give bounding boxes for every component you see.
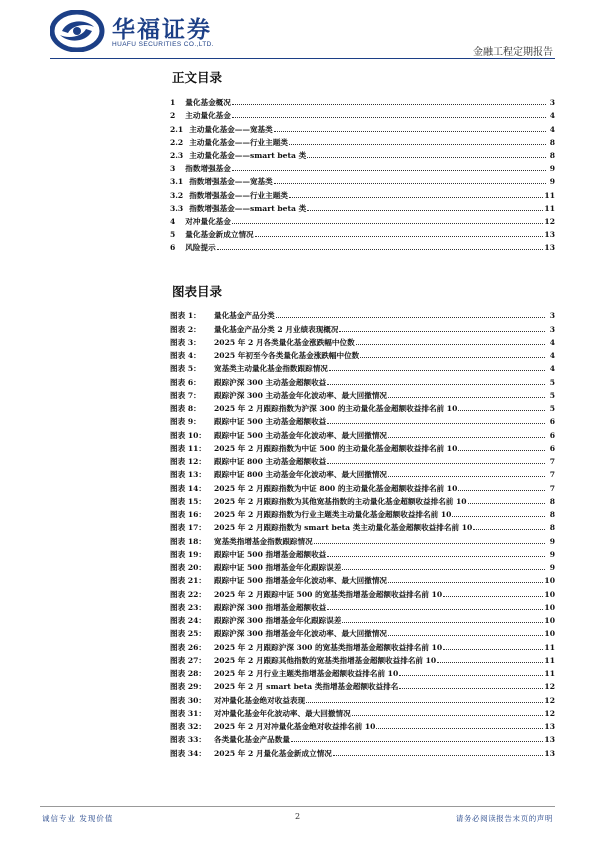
figure-entry-label: 跟踪沪深 300 指增基金年化跟踪误差 bbox=[214, 616, 342, 625]
brand-name-cn: 华福证券 bbox=[112, 17, 212, 43]
figure-entry-number: 图表 18： bbox=[170, 536, 206, 546]
leader-dots bbox=[339, 325, 545, 332]
leader-dots bbox=[307, 204, 543, 211]
leader-dots bbox=[437, 656, 543, 663]
figure-entry-page: 11 bbox=[544, 655, 555, 665]
toc-entry-page: 8 bbox=[549, 150, 555, 160]
toc-entry-label: 主动量化基金——行业主题类 bbox=[189, 137, 288, 147]
figure-entry-page: 9 bbox=[549, 549, 555, 559]
leader-dots bbox=[276, 311, 545, 318]
leader-dots bbox=[443, 590, 543, 597]
leader-dots bbox=[274, 125, 546, 132]
page-header bbox=[0, 0, 595, 70]
figure-entry-label: 跟踪中证 800 主动基金年化波动率、最大回撤情况 bbox=[214, 470, 388, 480]
figure-entry[interactable] bbox=[170, 599, 555, 612]
toc-entry-page: 8 bbox=[549, 137, 555, 147]
leader-dots bbox=[306, 696, 543, 703]
toc-entry-label: 指数增强基金——宽基类 bbox=[189, 177, 273, 187]
toc-entry[interactable] bbox=[170, 134, 555, 147]
toc-entry-number: 3 bbox=[170, 164, 176, 174]
toc-entry-page: 9 bbox=[549, 164, 555, 174]
figure-entry-label: 2025 年 2 月跟踪指数为中证 800 的主动量化基金超额收益排名前 10 bbox=[214, 483, 458, 493]
toc-entry-number: 3.1 bbox=[170, 177, 184, 187]
figure-entry[interactable] bbox=[170, 572, 555, 585]
leader-dots bbox=[329, 364, 545, 371]
huafu-logo-icon bbox=[50, 10, 105, 52]
leader-dots bbox=[314, 537, 545, 544]
figure-entry-label: 2025 年 2 月跟踪指数为 smart beta 类主动量化基金超额收益排名前 10 bbox=[214, 523, 473, 533]
toc-entry-label: 指数增强基金——smart beta 类 bbox=[189, 203, 307, 213]
figure-entry[interactable] bbox=[170, 360, 555, 373]
figure-entry[interactable] bbox=[170, 453, 555, 466]
leader-dots bbox=[376, 722, 543, 729]
figure-entry-label: 2025 年 2 月 smart beta 类指增基金超额收益排名 bbox=[214, 682, 399, 692]
figure-entry-number: 图表 26： bbox=[170, 642, 206, 652]
figure-entry-number: 图表 31： bbox=[170, 708, 206, 718]
leader-dots bbox=[327, 417, 545, 424]
figure-entry-label: 2025 年 2 月跟踪指数为其他宽基指数的主动量化基金超额收益排名前 10 bbox=[214, 496, 467, 506]
figure-entry-page: 4 bbox=[549, 351, 555, 360]
leader-dots bbox=[388, 391, 545, 398]
figure-entry[interactable] bbox=[170, 718, 555, 731]
figure-entry[interactable] bbox=[170, 387, 555, 400]
toc-entry-label: 指数增强基金——行业主题类 bbox=[189, 190, 288, 200]
figure-entry-page: 10 bbox=[544, 629, 555, 639]
figure-entry-number: 图表 7： bbox=[170, 390, 201, 400]
figure-entry-page: 6 bbox=[549, 417, 555, 427]
footer-disclaimer: 请务必阅读报告末页的声明 bbox=[455, 814, 553, 823]
figure-entry-page: 12 bbox=[544, 695, 555, 705]
figure-entry-number: 图表 10： bbox=[170, 430, 206, 440]
figure-entry-page: 7 bbox=[549, 470, 555, 480]
toc-entry[interactable] bbox=[170, 107, 555, 120]
figure-entry[interactable] bbox=[170, 744, 555, 757]
figure-entry-page: 7 bbox=[549, 483, 555, 493]
figure-entry-page: 8 bbox=[549, 523, 555, 533]
toc-entry-number: 2.1 bbox=[170, 124, 184, 134]
figure-entry[interactable] bbox=[170, 466, 555, 479]
toc-entry[interactable] bbox=[170, 226, 555, 239]
toc-entry[interactable] bbox=[170, 147, 555, 160]
toc-entry-page: 13 bbox=[544, 230, 555, 240]
toc-entry[interactable] bbox=[170, 200, 555, 213]
leader-dots bbox=[458, 484, 545, 491]
toc-entry-number: 3.3 bbox=[170, 203, 184, 213]
figure-entry[interactable] bbox=[170, 585, 555, 598]
leader-dots bbox=[356, 338, 545, 345]
figure-entry-page: 10 bbox=[544, 602, 555, 612]
leader-dots bbox=[399, 669, 543, 676]
figure-entry-label: 跟踪中证 500 主动基金年化波动率、最大回撤情况 bbox=[214, 430, 388, 440]
brand-name-en: HUAFU SECURITIES CO.,LTD. bbox=[112, 41, 214, 48]
leader-dots bbox=[232, 217, 544, 224]
figure-entry-page: 7 bbox=[549, 457, 555, 466]
figure-entry[interactable] bbox=[170, 652, 555, 665]
figure-entry[interactable] bbox=[170, 440, 555, 453]
figure-entry-page: 10 bbox=[544, 589, 555, 599]
figure-entry-page: 3 bbox=[549, 311, 555, 321]
toc-entry-page: 3 bbox=[549, 98, 555, 108]
toc-entry[interactable] bbox=[170, 160, 555, 173]
figure-entry[interactable] bbox=[170, 625, 555, 638]
toc-entry-number: 2.3 bbox=[170, 150, 184, 160]
leader-dots bbox=[232, 111, 546, 118]
figure-entry-label: 2025 年 2 月跟踪指数为中证 500 的主动量化基金超额收益排名前 10 bbox=[214, 443, 458, 453]
leader-dots bbox=[232, 98, 546, 105]
leader-dots bbox=[342, 616, 543, 623]
toc-entry[interactable] bbox=[170, 213, 555, 226]
leader-dots bbox=[468, 497, 545, 504]
figure-entry-page: 4 bbox=[549, 337, 555, 347]
figure-entry-label: 跟踪中证 500 指增基金年化跟踪误差 bbox=[214, 563, 342, 572]
figure-entry-label: 2025 年 2 月跟踪指数为行业主题类主动量化基金超额收益排名前 10 bbox=[214, 510, 452, 519]
figure-entry-number: 图表 3： bbox=[170, 337, 201, 347]
figure-entry-label: 2025 年 2 月跟踪其他指数的宽基类指增基金超额收益排名前 10 bbox=[214, 655, 437, 665]
figure-entry-page: 5 bbox=[549, 404, 555, 413]
figure-entry-number: 图表 16： bbox=[170, 510, 206, 519]
figure-entry[interactable] bbox=[170, 373, 555, 386]
toc-entry-label: 主动量化基金——smart beta 类 bbox=[189, 150, 307, 160]
figure-entry-number: 图表 33： bbox=[170, 735, 206, 745]
leader-dots bbox=[232, 164, 546, 171]
toc-entry-label: 对冲量化基金 bbox=[185, 216, 231, 226]
figure-entry-label: 跟踪沪深 300 指增基金超额收益 bbox=[214, 602, 327, 612]
figure-entry-number: 图表 8： bbox=[170, 404, 201, 413]
report-type: 金融工程定期报告 bbox=[473, 47, 553, 58]
leader-dots bbox=[399, 682, 543, 689]
toc-entry-page: 4 bbox=[549, 124, 555, 134]
toc-entry[interactable] bbox=[170, 239, 555, 252]
toc-entry-number: 2.2 bbox=[170, 137, 184, 147]
figure-entry-label: 跟踪中证 500 主动基金超额收益 bbox=[214, 417, 327, 427]
toc-entry[interactable] bbox=[170, 173, 555, 186]
figure-entry-number: 图表 9： bbox=[170, 417, 201, 427]
figure-entry-label: 量化基金产品分类 bbox=[214, 311, 275, 321]
figure-entry-page: 12 bbox=[544, 682, 555, 692]
figure-entry-label: 2025 年 2 月行业主题类指增基金超额收益排名前 10 bbox=[214, 669, 399, 678]
figure-entry[interactable] bbox=[170, 705, 555, 718]
figure-entry-page: 10 bbox=[544, 616, 555, 625]
leader-dots bbox=[458, 404, 545, 411]
figure-entry-number: 图表 4： bbox=[170, 351, 201, 360]
figure-entry-label: 跟踪沪深 300 主动基金超额收益 bbox=[214, 377, 327, 387]
leader-dots bbox=[289, 138, 546, 145]
figure-entry-page: 5 bbox=[549, 377, 555, 387]
footer-slogan: 诚信专业 发现价值 bbox=[42, 814, 114, 823]
figure-entry-number: 图表 21： bbox=[170, 576, 206, 586]
figure-entry[interactable] bbox=[170, 638, 555, 651]
figure-entry-number: 图表 29： bbox=[170, 682, 206, 692]
figure-entry[interactable] bbox=[170, 413, 555, 426]
figure-entry-page: 4 bbox=[549, 364, 555, 374]
leader-dots bbox=[388, 629, 543, 636]
figure-entry-number: 图表 5： bbox=[170, 364, 201, 374]
figure-entry-number: 图表 11： bbox=[170, 443, 206, 453]
figure-entry-number: 图表 19： bbox=[170, 549, 206, 559]
figure-entry-label: 跟踪沪深 300 主动基金年化波动率、最大回撤情况 bbox=[214, 390, 388, 400]
leader-dots bbox=[443, 643, 543, 650]
figures-title: 图表目录 bbox=[172, 284, 223, 299]
figure-entry-label: 2025 年初至今各类量化基金涨跌幅中位数 bbox=[214, 351, 360, 360]
figure-entry-number: 图表 28： bbox=[170, 669, 206, 678]
leader-dots bbox=[333, 749, 544, 756]
figure-entry-page: 8 bbox=[549, 510, 555, 519]
toc-entry-number: 3.2 bbox=[170, 190, 184, 200]
leader-dots bbox=[388, 431, 545, 438]
figure-entry-label: 2025 年 2 月跟踪沪深 300 的宽基类指增基金超额收益排名前 10 bbox=[214, 642, 443, 652]
figures-list bbox=[170, 307, 555, 758]
leader-dots bbox=[342, 563, 545, 570]
toc-entry-number: 4 bbox=[170, 216, 176, 226]
figure-entry-label: 跟踪沪深 300 指增基金年化波动率、最大回撤情况 bbox=[214, 629, 388, 639]
figure-entry[interactable] bbox=[170, 665, 555, 678]
figure-entry[interactable] bbox=[170, 691, 555, 704]
toc-entry-page: 9 bbox=[549, 177, 555, 187]
figure-entry[interactable] bbox=[170, 493, 555, 506]
figure-entry-page: 6 bbox=[549, 430, 555, 440]
figure-entry[interactable] bbox=[170, 519, 555, 532]
figure-entry-page: 13 bbox=[544, 748, 555, 758]
toc-entry-number: 5 bbox=[170, 230, 176, 240]
figure-entry-page: 5 bbox=[549, 390, 555, 400]
toc-entry-label: 指数增强基金 bbox=[185, 164, 231, 174]
figure-entry-page: 11 bbox=[544, 669, 555, 678]
toc-entry-page: 4 bbox=[549, 111, 555, 121]
page-number: 2 bbox=[294, 812, 301, 821]
figure-entry-number: 图表 2： bbox=[170, 324, 201, 334]
toc-entry-label: 量化基金概况 bbox=[185, 98, 231, 108]
figure-entry-number: 图表 6： bbox=[170, 377, 201, 387]
toc-entry-number: 6 bbox=[170, 243, 176, 253]
toc-entry-page: 11 bbox=[544, 203, 555, 213]
figure-entry-number: 图表 12： bbox=[170, 457, 206, 466]
leader-dots bbox=[327, 603, 543, 610]
figure-entry-label: 2025 年 2 月量化基金新成立情况 bbox=[214, 748, 332, 758]
leader-dots bbox=[255, 230, 544, 237]
toc-entry-label: 主动量化基金 bbox=[185, 111, 231, 121]
figure-entry-number: 图表 22： bbox=[170, 589, 206, 599]
figure-entry-number: 图表 14： bbox=[170, 483, 206, 493]
figure-entry[interactable] bbox=[170, 400, 555, 413]
figure-entry[interactable] bbox=[170, 612, 555, 625]
figure-entry-page: 9 bbox=[549, 563, 555, 572]
leader-dots bbox=[458, 444, 545, 451]
figure-entry[interactable] bbox=[170, 546, 555, 559]
toc-entry-page: 13 bbox=[544, 243, 555, 253]
toc-entry-number: 2 bbox=[170, 111, 176, 121]
figure-entry-number: 图表 23： bbox=[170, 602, 206, 612]
figure-entry-page: 11 bbox=[544, 642, 555, 652]
toc-title: 正文目录 bbox=[172, 70, 223, 85]
leader-dots bbox=[291, 735, 543, 742]
leader-dots bbox=[473, 523, 545, 530]
leader-dots bbox=[352, 709, 544, 716]
figure-entry-label: 2025 年 2 月各类量化基金涨跌幅中位数 bbox=[214, 337, 355, 347]
figure-entry[interactable] bbox=[170, 678, 555, 691]
leader-dots bbox=[327, 457, 545, 464]
footer-divider bbox=[40, 806, 555, 807]
leader-dots bbox=[327, 550, 545, 557]
leader-dots bbox=[360, 351, 545, 358]
figure-entry-label: 宽基类主动量化基金指数跟踪情况 bbox=[214, 364, 328, 374]
toc-entry[interactable] bbox=[170, 186, 555, 199]
toc-entry-page: 12 bbox=[544, 216, 555, 226]
figure-entry-label: 宽基类指增基金指数跟踪情况 bbox=[214, 536, 313, 546]
leader-dots bbox=[388, 576, 543, 583]
toc-list bbox=[170, 94, 555, 252]
figure-entry[interactable] bbox=[170, 731, 555, 744]
figure-entry-label: 2025 年 2 月跟踪中证 500 的宽基类指增基金超额收益排名前 10 bbox=[214, 589, 443, 599]
toc-entry[interactable] bbox=[170, 94, 555, 107]
figure-entry-page: 13 bbox=[544, 735, 555, 745]
figure-entry[interactable] bbox=[170, 334, 555, 347]
figure-entry-page: 12 bbox=[544, 708, 555, 718]
figure-entry-number: 图表 34： bbox=[170, 748, 206, 758]
figure-entry[interactable] bbox=[170, 506, 555, 519]
figure-entry-number: 图表 30： bbox=[170, 695, 206, 705]
figure-entry[interactable] bbox=[170, 426, 555, 439]
leader-dots bbox=[307, 151, 546, 158]
toc-entry-label: 主动量化基金——宽基类 bbox=[189, 124, 273, 134]
figure-entry-label: 跟踪中证 500 指增基金超额收益 bbox=[214, 549, 327, 559]
toc-entry-page: 11 bbox=[544, 190, 555, 200]
figure-entry-number: 图表 25： bbox=[170, 629, 206, 639]
figure-entry[interactable] bbox=[170, 559, 555, 572]
figure-entry-number: 图表 20： bbox=[170, 563, 206, 572]
figure-entry-page: 9 bbox=[549, 536, 555, 546]
figure-entry-page: 3 bbox=[549, 324, 555, 334]
figure-entry-label: 跟踪中证 500 指增基金年化波动率、最大回撤情况 bbox=[214, 576, 388, 586]
leader-dots bbox=[327, 378, 545, 385]
figure-entry-number: 图表 1： bbox=[170, 311, 201, 321]
figure-entry-label: 对冲量化基金年化波动率、最大回撤情况 bbox=[214, 708, 351, 718]
figure-entry-number: 图表 17： bbox=[170, 523, 206, 533]
toc-entry-label: 风险提示 bbox=[185, 243, 216, 253]
figure-entry-page: 10 bbox=[544, 576, 555, 586]
figure-entry-page: 13 bbox=[544, 722, 555, 731]
figure-entry-number: 图表 13： bbox=[170, 470, 206, 480]
figure-entry-number: 图表 27： bbox=[170, 655, 206, 665]
figure-entry-label: 跟踪中证 800 主动基金超额收益 bbox=[214, 457, 327, 466]
toc-entry-label: 量化基金新成立情况 bbox=[185, 230, 254, 240]
figure-entry[interactable] bbox=[170, 479, 555, 492]
figure-entry-label: 各类量化基金产品数量 bbox=[214, 735, 290, 745]
figure-entry-number: 图表 32： bbox=[170, 722, 206, 731]
leader-dots bbox=[452, 510, 545, 517]
figure-entry-label: 2025 年 2 月对冲量化基金绝对收益排名前 10 bbox=[214, 722, 376, 731]
figure-entry-page: 6 bbox=[549, 443, 555, 453]
figure-entry-page: 8 bbox=[549, 496, 555, 506]
figure-entry-label: 对冲量化基金绝对收益表现 bbox=[214, 695, 306, 705]
figure-entry[interactable] bbox=[170, 320, 555, 333]
figure-entry-label: 2025 年 2 月跟踪指数为沪深 300 的主动量化基金超额收益排名前 10 bbox=[214, 404, 458, 413]
header-divider bbox=[50, 58, 555, 59]
figure-entry-label: 量化基金产品分类 2 月业绩表现概况 bbox=[214, 324, 339, 334]
figure-entry-number: 图表 24： bbox=[170, 616, 206, 625]
leader-dots bbox=[388, 470, 545, 477]
figure-entry[interactable] bbox=[170, 532, 555, 545]
figure-entry[interactable] bbox=[170, 307, 555, 320]
figure-entry-number: 图表 15： bbox=[170, 496, 206, 506]
leader-dots bbox=[289, 191, 543, 198]
toc-entry[interactable] bbox=[170, 120, 555, 133]
figure-entry[interactable] bbox=[170, 347, 555, 360]
leader-dots bbox=[274, 177, 546, 184]
toc-entry-number: 1 bbox=[170, 98, 176, 108]
leader-dots bbox=[217, 243, 544, 250]
